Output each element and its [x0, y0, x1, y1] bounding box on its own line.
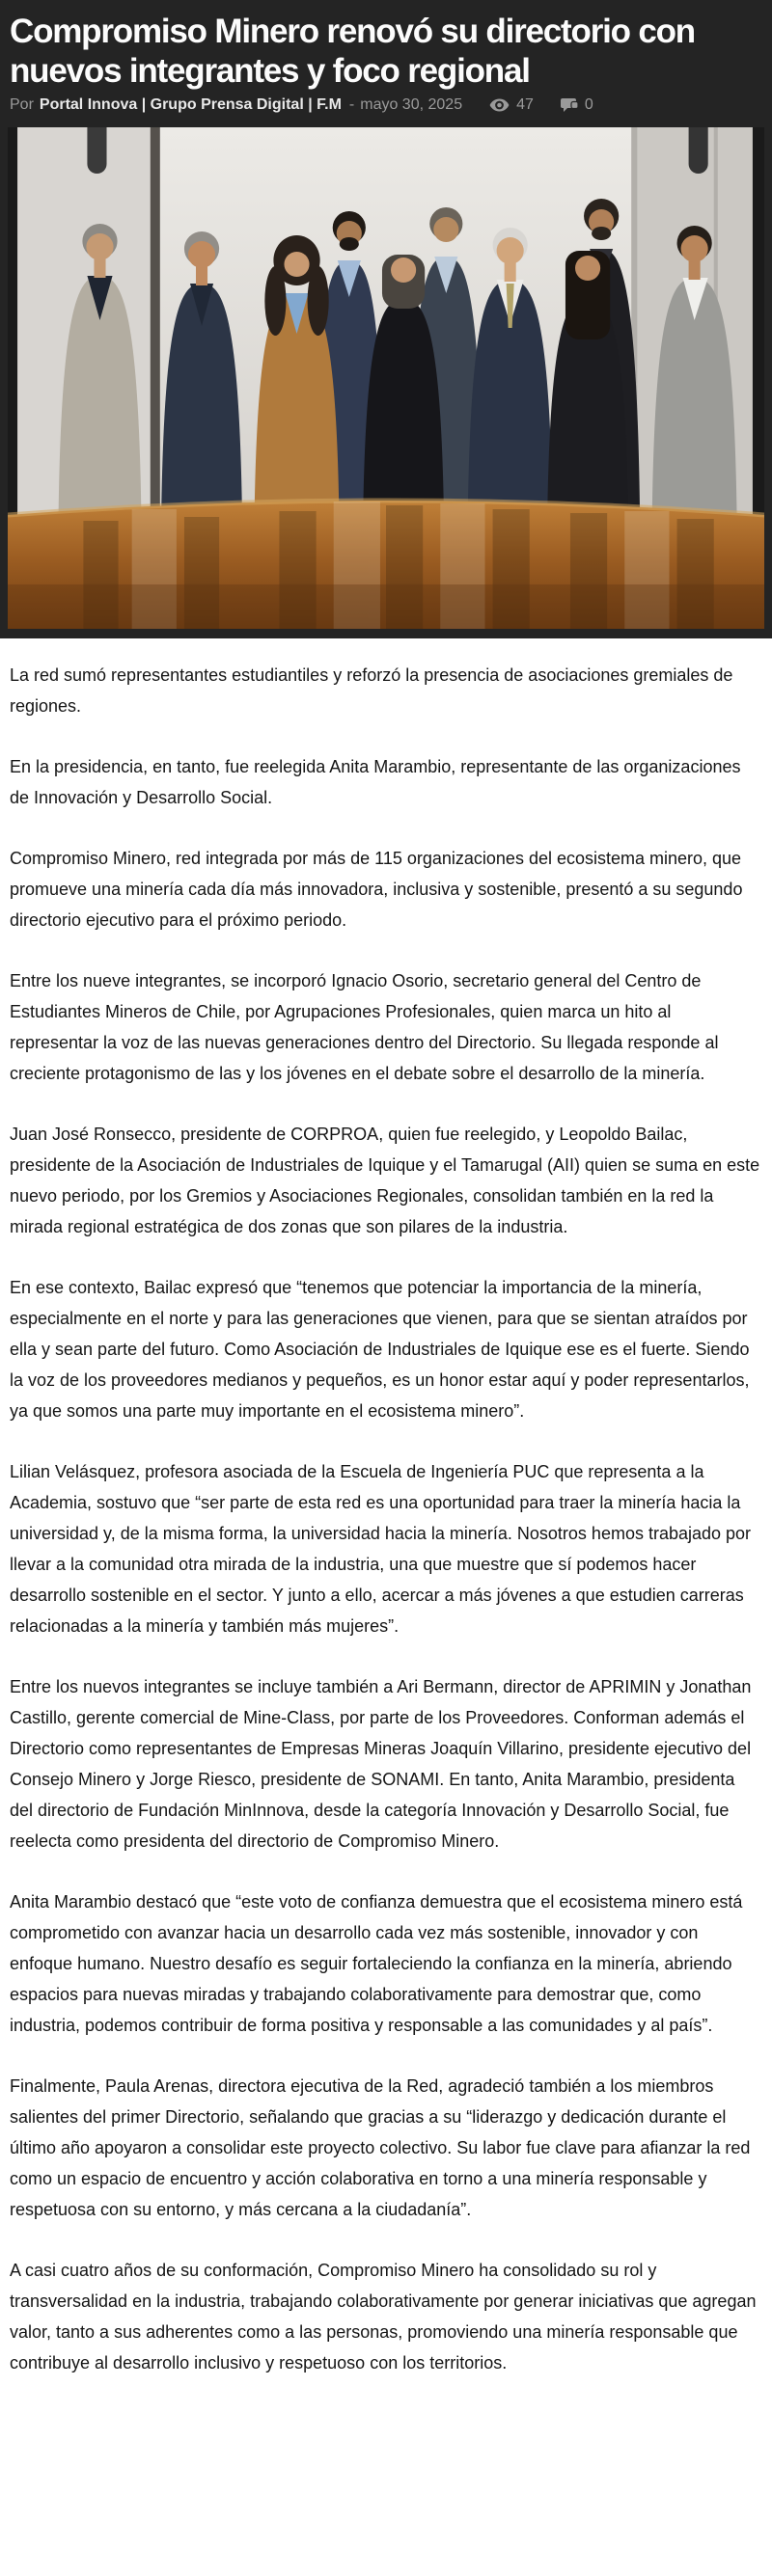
- speech-bubble-icon: [561, 98, 578, 113]
- article-paragraph: Entre los nueve integrantes, se incorporó Ignacio Osorio, secretario general del Centro de Estudiantes Mineros de Chile, por Agrupaciones Profesionales, quien marca un hito al representar la voz de las nuevas generaciones dentro del Directorio. Su llegada responde al creciente protagonismo de las y los jóvenes en el debate sobre el desarrollo de la minería.: [10, 971, 719, 1083]
- comments-count: 0: [584, 96, 593, 113]
- article-paragraph: Entre los nuevos integrantes se incluye también a Ari Bermann, director de APRIMIN y Jonathan Castillo, gerente comercial de Mine-Class, por parte de los Proveedores. Conforman además el Directorio como representantes de Empresas Mineras Joaquín Villarino, presidente ejecutivo del Consejo Minero y Jorge Riesco, presidente de SONAMI. En tanto, Anita Marambio, presidenta del directorio de Fundación MinInnova, desde la categoría Innovación y Desarrollo Social, fue reelecta como presidenta del directorio de Compromiso Minero.: [10, 1677, 752, 1851]
- article-stats: [489, 96, 620, 114]
- comments-stat[interactable]: [561, 96, 593, 114]
- article-paragraph: A casi cuatro años de su conformación, Compromiso Minero ha consolidado su rol y transversalidad en la industria, trabajando colaborativamente por generar iniciativas que agregan valor, tanto a sus adherentes como a las personas, promoviendo una minería responsable que contribuye al desarrollo inclusivo y respetuoso con los territorios.: [10, 2261, 757, 2373]
- page-title: Compromiso Minero renovó su directorio con nuevos integrantes y foco regional: [10, 13, 695, 90]
- article-paragraph: Lilian Velásquez, profesora asociada de la Escuela de Ingeniería PUC que representa a la Academia, sostuvo que “ser parte de esta red es una oportunidad para traer la minería hacia la universidad y, de la misma forma, la universidad hacia la minería. Nosotros hemos trabajado por llevar a la comunidad otra mirada de la industria, una que muestre que sí podemos hacer desarrollo sostenible en el sector. Y junto a ello, acercar a más jóvenes a que estudien carreras relacionadas a la minería y también más mujeres”.: [10, 1462, 752, 1636]
- article-paragraph: Compromiso Minero, red integrada por más de 115 organizaciones del ecosistema minero, que promueve una minería cada día más innovadora, inclusiva y sostenible, presentó a su segundo directorio ejecutivo para el próximo periodo.: [10, 849, 743, 930]
- article-body: [0, 638, 772, 2426]
- eye-icon: [489, 98, 510, 112]
- byline-authors[interactable]: Portal Innova | Grupo Prensa Digital | F.M: [39, 96, 342, 113]
- article-paragraph: En ese contexto, Bailac expresó que “tenemos que potenciar la importancia de la minería, especialmente en el norte y para las generaciones que vienen, para que se sientan atraídos por ella y sean parte del futuro. Como Asociación de Industriales de Iquique ese es el fuerte. Siendo la voz de los proveedores medianos y pequeños, es un honor estar aquí y poder representarlos, ya que somos una parte muy importante en el ecosistema minero”.: [10, 1278, 750, 1421]
- byline-separator: -: [348, 96, 355, 113]
- article-paragraph: Juan José Ronsecco, presidente de CORPROA, quien fue reelegido, y Leopoldo Bailac, presidente de la Asociación de Industriales de Iquique y el Tamarugal (AII) quien se suma en este nuevo periodo, por los Gremios y Asociaciones Regionales, consolidan también en la red la mirada regional estratégica de dos zonas que son pilares de la industria.: [10, 1125, 760, 1236]
- byline-prefix: Por: [10, 96, 34, 113]
- article-header: [0, 0, 772, 638]
- article-paragraph: La red sumó representantes estudiantiles y reforzó la presencia de asociaciones gremiales de regiones.: [10, 665, 733, 716]
- views-count: 47: [516, 96, 534, 113]
- views-stat: [489, 96, 534, 114]
- group-photo-illustration: [8, 127, 764, 629]
- article-paragraph: Anita Marambio destacó que “este voto de confianza demuestra que el ecosistema minero está comprometido con avanzar hacia un desarrollo cada vez más sostenible, innovador y con enfoque humano. Nuestro desafío es seguir fortaleciendo la confianza en la minería, abriendo espacios para nuevas miradas y trabajando colaborativamente para demostrar que, como industria, podemos contribuir de forma positiva y responsable a las comunidades y al país”.: [10, 1892, 743, 2035]
- byline-date: mayo 30, 2025: [360, 96, 463, 113]
- article-paragraph: En la presidencia, en tanto, fue reelegida Anita Marambio, representante de las organizaciones de Innovación y Desarrollo Social.: [10, 757, 741, 807]
- article-paragraph: Finalmente, Paula Arenas, directora ejecutiva de la Red, agradeció también a los miembros salientes del primer Directorio, señalando que gracias a su “liderazgo y dedicación durante el último año apoyaron a consolidar este proyecto colectivo. Su labor fue clave para afianzar la red como un espacio de encuentro y acción colaborativa en torno a una minería responsable y respetuosa con su entorno, y más cercana a la ciudadanía”.: [10, 2076, 751, 2219]
- article-photo: [8, 127, 764, 629]
- byline: [10, 96, 764, 114]
